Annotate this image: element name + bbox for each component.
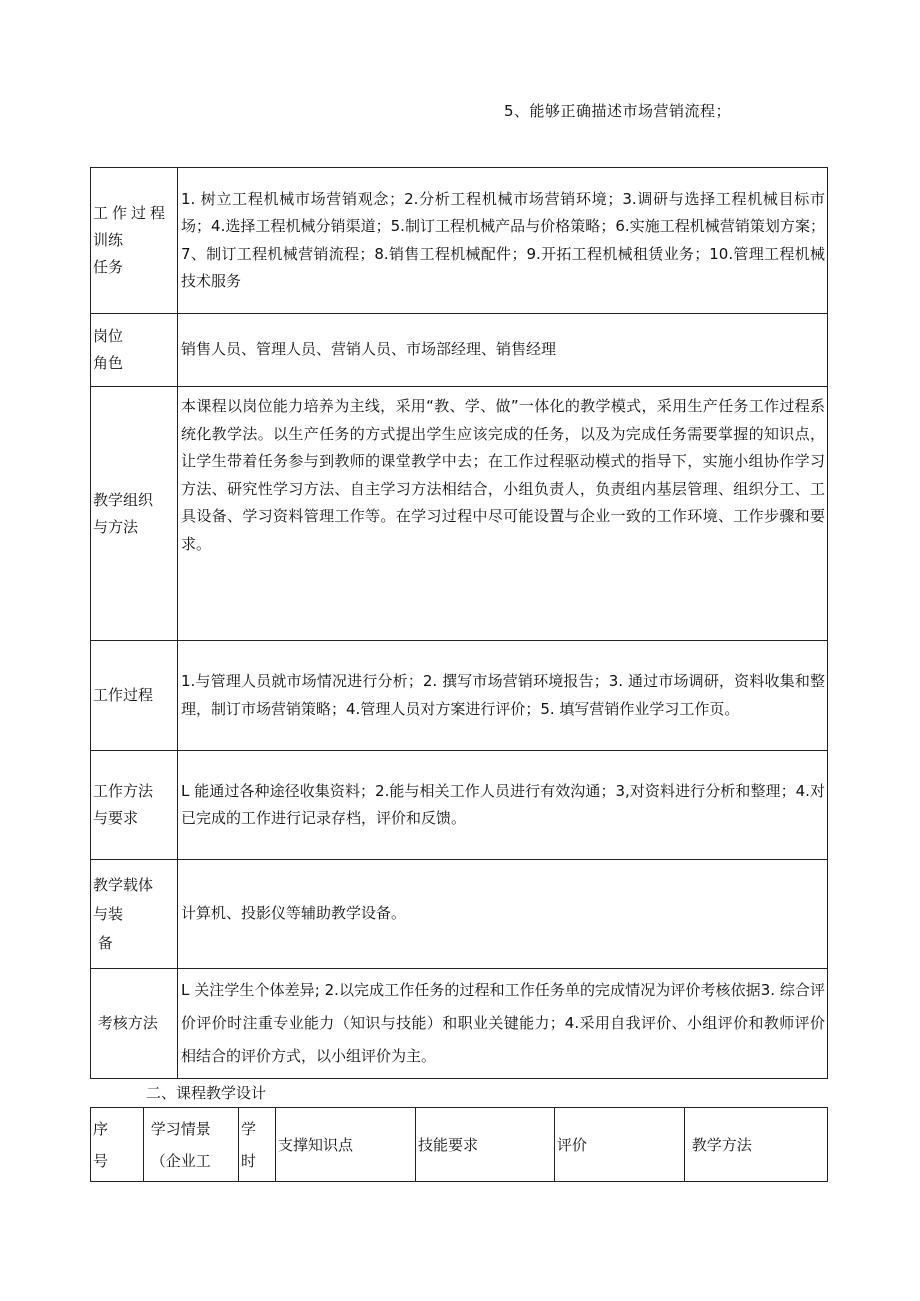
row-label-role (91, 314, 178, 387)
row-content-assessment: L 关注学生个体差异; 2.以完成工作任务的过程和工作任务单的完成情况为评价考核依据3. 综合评价评价时注重专业能力（知识与技能）和职业关键能力；4.采用自我评价、小组评价和教师评价相结合的评价方式，以小组评价为主。 (178, 969, 828, 1079)
table-row (91, 168, 828, 314)
table-row (91, 969, 828, 1079)
header-knowledge: 支撑知识点 (276, 1108, 416, 1182)
label-line: 工作过程 (93, 686, 154, 704)
table-row (91, 314, 828, 387)
header-line: 学 (241, 1119, 257, 1138)
header-evaluation: 评价 (555, 1108, 685, 1182)
table-row (91, 641, 828, 751)
label-line: 与要求 (93, 809, 139, 827)
row-content-process: 1.与管理人员就市场情况进行分析；2. 撰写市场营销环境报告；3. 通过市场调研，资料收集和整理，制订市场营销策略；4.管理人员对方案进行评价；5. 填写营销作业学习工作页。 (178, 641, 828, 751)
label-line: 岗位 (93, 327, 124, 345)
table-row (91, 387, 828, 641)
label-line: 工作过程 (93, 204, 170, 222)
row-label-teaching (91, 387, 178, 641)
row-content-role: 销售人员、管理人员、营销人员、市场部经理、销售经理 (178, 314, 828, 387)
header-skills: 技能要求 (416, 1108, 555, 1182)
row-content-equipment: 计算机、投影仪等辅助教学设备。 (178, 860, 828, 969)
table-row (91, 751, 828, 860)
header-scenario (144, 1108, 239, 1182)
table-row (91, 860, 828, 969)
label-line: 与装 (93, 904, 124, 923)
label-line: 工作方法 (93, 782, 154, 800)
header-seq (91, 1108, 144, 1182)
row-label-task (91, 168, 178, 314)
row-content-task: 1. 树立工程机械市场营销观念；2.分析工程机械市场营销环境；3.调研与选择工程机械目标市场；4.选择工程机械分销渠道；5.制订工程机械产品与价格策略；6.实施工程机械营销策划方案；7、制订工程机械营销流程；8.销售工程机械配件；9.开拓工程机械租赁业务；10.管理工程机械技术服务 (178, 168, 828, 314)
row-content-teaching: 本课程以岗位能力培养为主线，采用“教、学、做”一体化的教学模式，采用生产任务工作过程系统化教学法。以生产任务的方式提出学生应该完成的任务，以及为完成任务需要掌握的知识点，让学生带着任务参与到教师的课堂教学中去；在工作过程驱动模式的指导下，实施小组协作学习方法、研究性学习方法、自主学习方法相结合，小组负责人，负责组内基层管理、组织分工、工具设备、学习资料管理工作等。在学习过程中尽可能设置与企业一致的工作环境、工作步骤和要求。 (178, 387, 828, 641)
label-line: 与方法 (93, 517, 139, 536)
header-line: 号 (93, 1151, 109, 1170)
course-info-table (90, 167, 828, 1079)
header-line: （企业工 (146, 1151, 211, 1170)
row-label-assessment (91, 969, 178, 1079)
row-label-process (91, 641, 178, 751)
row-label-equipment (91, 860, 178, 969)
objective-line-5: 5、能够正确描述市场营销流程； (504, 102, 732, 120)
label-line: 训练 (93, 231, 124, 249)
header-method: 教学方法 (685, 1108, 828, 1182)
table-header-row (91, 1108, 828, 1182)
section-title: 二、课程教学设计 (146, 1084, 267, 1102)
header-hours (239, 1108, 276, 1182)
label-line: 考核方法 (93, 1014, 158, 1032)
label-line: 备 (93, 933, 113, 952)
label-line: 任务 (93, 258, 124, 276)
header-line: 序 (93, 1119, 109, 1138)
row-content-methods: L 能通过各种途径收集资料；2.能与相关工作人员进行有效沟通；3,对资料进行分析和整理；4.对已完成的工作进行记录存档，评价和反馈。 (178, 751, 828, 860)
label-line: 角色 (93, 354, 124, 372)
row-label-methods (91, 751, 178, 860)
header-line: 时 (241, 1151, 257, 1170)
course-design-table (90, 1107, 828, 1182)
label-line: 教学载体 (93, 875, 154, 894)
label-line: 教学组织 (93, 490, 154, 509)
header-line: 学习情景 (146, 1119, 211, 1138)
